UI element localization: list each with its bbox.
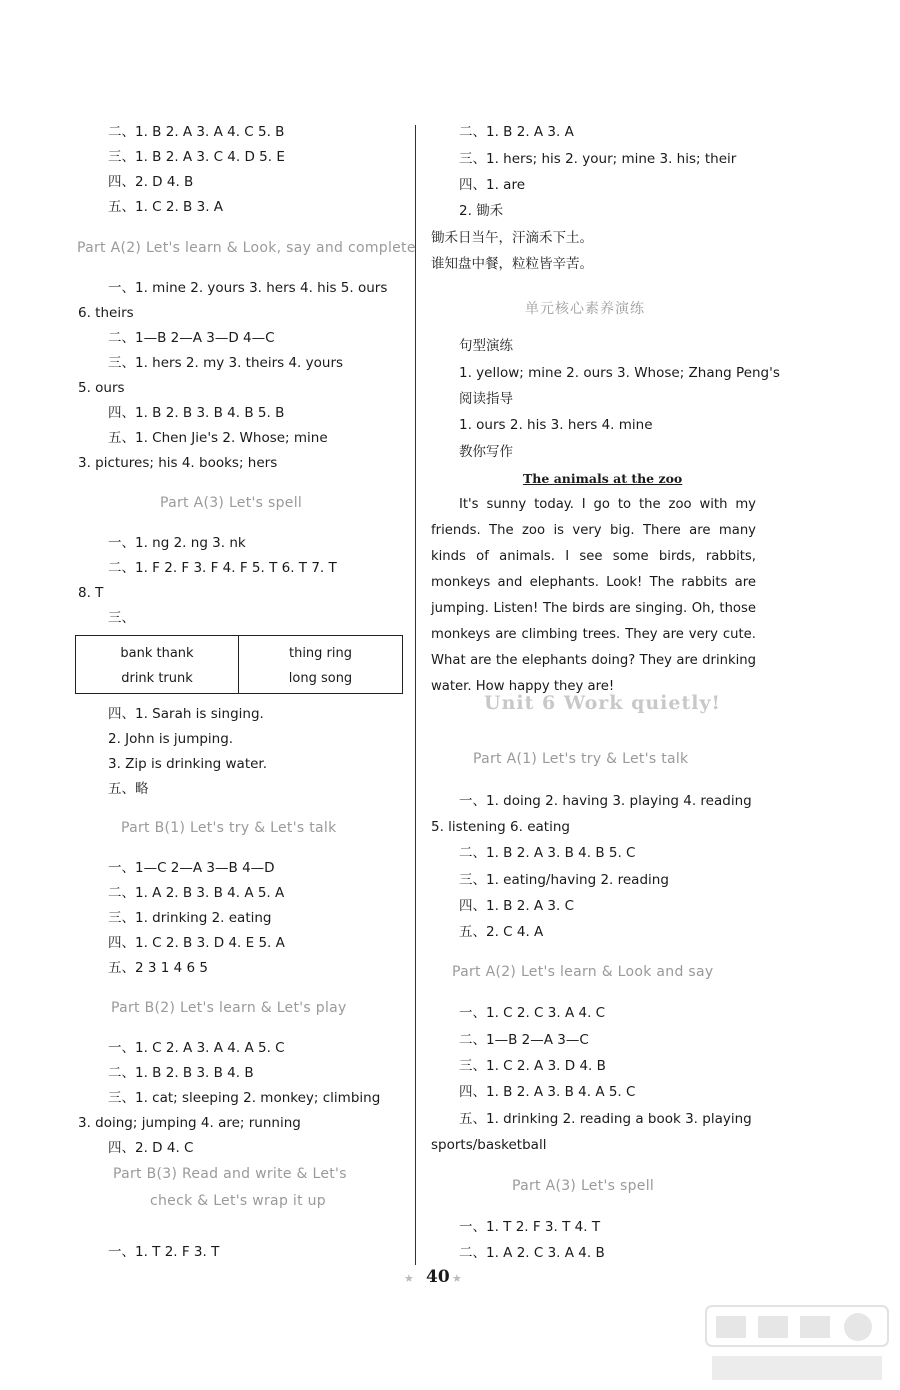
answer-line: 四、1. C 2. B 3. D 4. E 5. A — [108, 935, 285, 951]
spell-table-row: long song — [288, 671, 353, 686]
essay-title: The animals at the zoo — [523, 471, 683, 486]
section-heading: Part B(2) Let's learn & Let's play — [111, 1000, 347, 1016]
answer-line: 二、1—B 2—A 3—C — [459, 1032, 589, 1048]
section-heading: Part A(1) Let's try & Let's talk — [473, 751, 689, 767]
star-icon: ★ — [452, 1272, 462, 1285]
answer-line: 五、2 3 1 4 6 5 — [108, 960, 208, 976]
answer-line: sports/basketball — [431, 1137, 547, 1153]
star-icon: ★ — [404, 1272, 414, 1285]
section-heading: check & Let's wrap it up — [150, 1193, 326, 1209]
answer-line: 5. ours — [78, 380, 125, 396]
watermark-logo — [702, 1298, 892, 1386]
answer-line: 二、1. F 2. F 3. F 4. F 5. T 6. T 7. T — [108, 560, 337, 576]
section-heading: Part B(1) Let's try & Let's talk — [121, 820, 337, 836]
answer-line: 二、1. B 2. A 3. B 4. B 5. C — [459, 845, 636, 861]
answer-line: 四、1. are — [459, 177, 526, 193]
answer-line: 四、1. B 2. A 3. B 4. A 5. C — [459, 1084, 636, 1100]
answer-line: 三、1. drinking 2. eating — [108, 910, 272, 926]
answer-line: 二、1. B 2. B 3. B 4. B — [108, 1065, 254, 1081]
answer-line: 三、1. B 2. A 3. C 4. D 5. E — [108, 149, 285, 165]
answer-line: 五、略 — [108, 781, 149, 797]
spell-table-row: bank thank — [120, 646, 194, 661]
section-heading: Part A(2) Let's learn & Look and say — [452, 964, 714, 980]
subheading: 句型演练 — [459, 338, 513, 354]
spell-table-row: thing ring — [288, 646, 353, 661]
answer-line: 1. ours 2. his 3. hers 4. mine — [459, 417, 653, 433]
answer-line: 一、1. C 2. C 3. A 4. C — [459, 1005, 606, 1021]
answer-line: 3. pictures; his 4. books; hers — [78, 455, 278, 471]
spell-table-row: drink trunk — [121, 671, 193, 686]
unit-title: Unit 6 Work quietly! — [484, 692, 721, 714]
section-heading: Part A(2) Let's learn & Look, say and complete — [77, 240, 416, 256]
section-heading: Part A(3) Let's spell — [160, 495, 303, 511]
spell-table-left-cell — [76, 636, 239, 693]
answer-line: 1. yellow; mine 2. ours 3. Whose; Zhang Peng's — [459, 365, 780, 381]
answer-line: 三、1. eating/having 2. reading — [459, 872, 669, 888]
answer-line: 二、1. A 2. B 3. B 4. A 5. A — [108, 885, 285, 901]
spell-table-right-cell — [239, 636, 402, 693]
spell-table — [75, 635, 403, 694]
column-divider — [415, 125, 416, 1265]
section-heading: Part A(3) Let's spell — [512, 1178, 655, 1194]
answer-line: 8. T — [78, 585, 104, 601]
answer-line: 一、1. C 2. A 3. A 4. A 5. C — [108, 1040, 285, 1056]
answer-line: 2. 锄禾 — [459, 203, 504, 219]
answer-line: 四、2. D 4. B — [108, 174, 194, 190]
answer-line: 五、1. Chen Jie's 2. Whose; mine — [108, 430, 328, 446]
answer-line: 五、1. C 2. B 3. A — [108, 199, 224, 215]
answer-line: 二、1. B 2. A 3. A 4. C 5. B — [108, 124, 285, 140]
answer-line: 三、 — [108, 610, 135, 626]
poem-line: 谁知盘中餐，粒粒皆辛苦。 — [431, 256, 593, 272]
answer-line: 四、1. B 2. B 3. B 4. B 5. B — [108, 405, 285, 421]
page-number: 40 — [426, 1267, 450, 1287]
section-heading: Part B(3) Read and write & Let's — [113, 1166, 347, 1182]
answer-line: 二、1. A 2. C 3. A 4. B — [459, 1245, 605, 1261]
answer-line: 一、1. ng 2. ng 3. nk — [108, 535, 246, 551]
answer-line: 3. Zip is drinking water. — [108, 756, 268, 772]
answer-line: 三、1. hers; his 2. your; mine 3. his; their — [459, 151, 737, 167]
subheading: 教你写作 — [459, 444, 513, 460]
answer-line: 一、1. mine 2. yours 3. hers 4. his 5. ours — [108, 280, 388, 296]
answer-line: 6. theirs — [78, 305, 134, 321]
answer-line: 二、1—B 2—A 3—D 4—C — [108, 330, 275, 346]
answer-line: 五、1. drinking 2. reading a book 3. playing — [459, 1111, 752, 1127]
answer-line: 一、1. doing 2. having 3. playing 4. reading — [459, 793, 752, 809]
essay-body: It's sunny today. I go to the zoo with my friends. The zoo is very big. There are many kinds of animals. I see some birds, rabbits, monkeys and elephants. Look! The rabbits are jumping. Listen! The birds are singing. Oh, those monkeys are climbing trees. They are very cute. What are the elephants doing? They are drinking water. How happy they are! — [431, 497, 756, 694]
section-title: 单元核心素养演练 — [525, 301, 645, 317]
answer-line: 四、1. B 2. A 3. C — [459, 898, 575, 914]
answer-line: 五、2. C 4. A — [459, 924, 544, 940]
answer-line: 5. listening 6. eating — [431, 819, 570, 835]
answer-line: 一、1. T 2. F 3. T 4. T — [459, 1219, 601, 1235]
answer-line: 三、1. hers 2. my 3. theirs 4. yours — [108, 355, 344, 371]
answer-line: 四、2. D 4. C — [108, 1140, 194, 1156]
answer-line: 四、1. Sarah is singing. — [108, 706, 264, 722]
answer-line: 三、1. C 2. A 3. D 4. B — [459, 1058, 606, 1074]
answer-line: 二、1. B 2. A 3. A — [459, 124, 574, 140]
answer-line: 三、1. cat; sleeping 2. monkey; climbing — [108, 1090, 381, 1106]
answer-line: 一、1—C 2—A 3—B 4—D — [108, 860, 275, 876]
subheading: 阅读指导 — [459, 391, 513, 407]
answer-line: 3. doing; jumping 4. are; running — [78, 1115, 301, 1131]
answer-line: 2. John is jumping. — [108, 731, 234, 747]
answer-line: 一、1. T 2. F 3. T — [108, 1244, 220, 1260]
poem-line: 锄禾日当午，汗滴禾下土。 — [431, 230, 593, 246]
